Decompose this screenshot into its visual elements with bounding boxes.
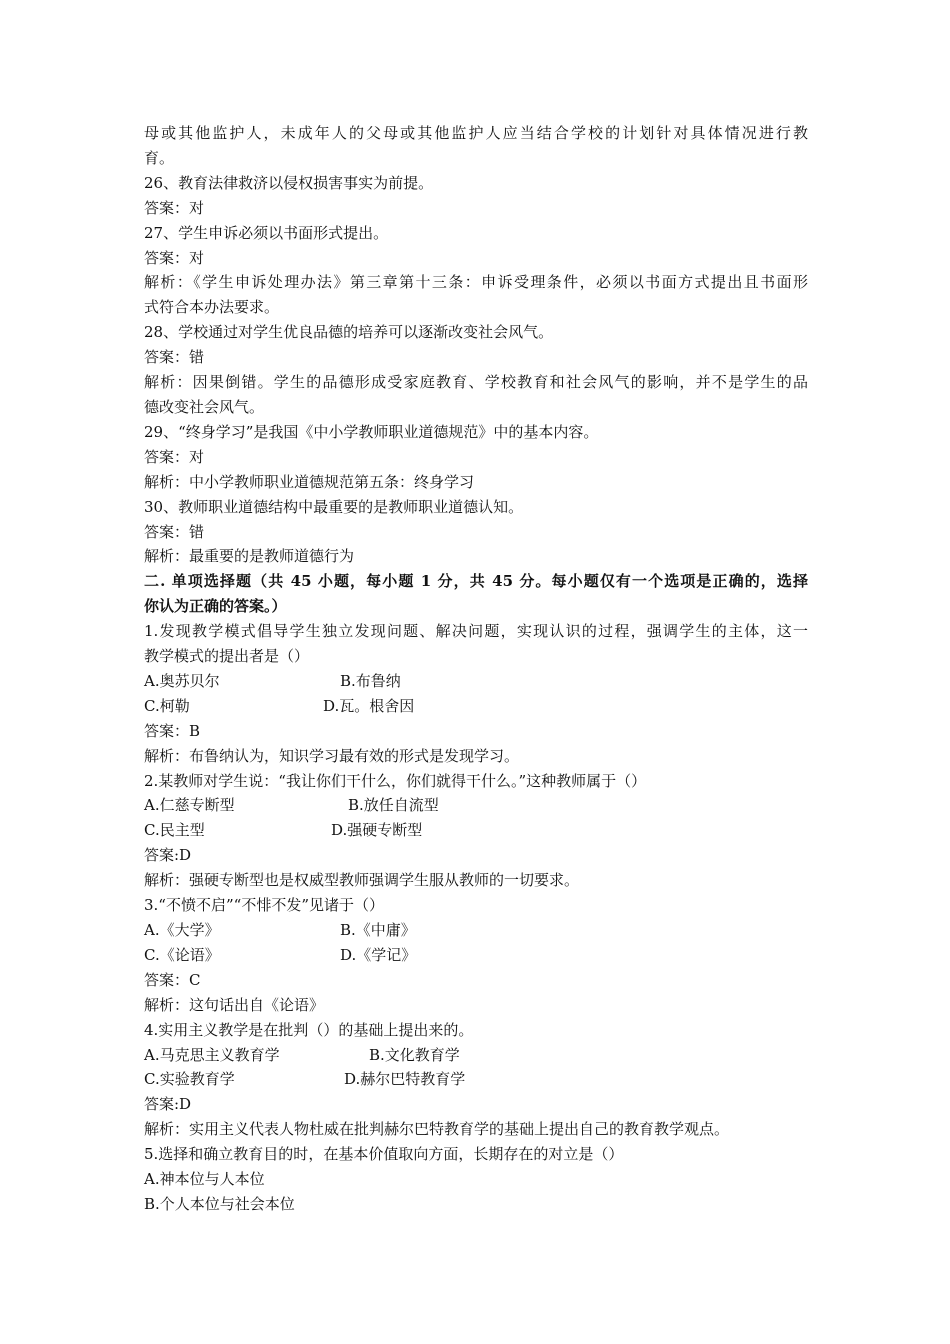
analysis-1: 解析：布鲁纳认为，知识学习最有效的形式是发现学习。 <box>144 746 520 765</box>
analysis-28: 解析：因果倒错。学生的品德形成受家庭教育、学校教育和社会风气的影响，并不是学生的品 <box>144 373 808 392</box>
option-a: A.奥苏贝尔 <box>144 671 220 690</box>
text-line: 母或其他监护人，未成年人的父母或其他监护人应当结合学校的计划针对具体情况进行教 <box>144 124 808 142</box>
question-2: 2.某教师对学生说：“我让你们干什么，你们就得干什么。”这种教师属于（） <box>144 771 647 790</box>
option-d: D.强硬专断型 <box>331 821 423 840</box>
section-heading: 二. 单项选择题（共 45 小题，每小题 1 分，共 45 分。每小题仅有一个选项是正确的，选择 <box>144 572 808 591</box>
document-page <box>144 121 808 1217</box>
option-c: C.柯勒 <box>144 696 190 715</box>
options-row <box>144 793 808 818</box>
question-30: 30、教师职业道德结构中最重要的是教师职业道德认知。 <box>144 497 524 516</box>
question-29: 29、“终身学习”是我国《中小学教师职业道德规范》中的基本内容。 <box>144 422 599 441</box>
answer-2: 答案:D <box>144 846 192 865</box>
analysis-27-cont: 式符合本办法要求。 <box>144 298 280 317</box>
question-1: 1.发现教学模式倡导学生独立发现问题、解决问题，实现认识的过程，强调学生的主体，这一 <box>144 622 808 641</box>
option-b: B.文化教育学 <box>369 1045 460 1064</box>
question-4: 4.实用主义教学是在批判（）的基础上提出来的。 <box>144 1020 474 1039</box>
question-1-cont: 教学模式的提出者是（） <box>144 647 310 666</box>
answer-3: 答案：C <box>144 970 201 989</box>
options-row <box>144 669 808 694</box>
section-heading-cont: 你认为正确的答案。） <box>144 597 287 616</box>
question-26: 26、教育法律救济以侵权损害事实为前提。 <box>144 173 434 192</box>
options-row <box>144 918 808 943</box>
answer-1: 答案：B <box>144 721 201 740</box>
option-d: D.《学记》 <box>340 945 417 964</box>
analysis-3: 解析：这句话出自《论语》 <box>144 995 325 1014</box>
option-a: A.《大学》 <box>144 921 220 939</box>
question-27: 27、学生申诉必须以书面形式提出。 <box>144 223 389 242</box>
option-a: A.仁慈专断型 <box>144 796 235 815</box>
analysis-30: 解析：最重要的是教师道德行为 <box>144 547 355 566</box>
analysis-27: 解析：《学生申诉处理办法》第三章第十三条：申诉受理条件，必须以书面方式提出且书面形 <box>144 273 808 292</box>
option-b: B.个人本位与社会本位 <box>144 1194 295 1213</box>
question-3: 3.“不愤不启”“不悱不发”见诸于（） <box>144 896 384 915</box>
option-d: D.瓦。根舍因 <box>323 696 415 715</box>
analysis-2: 解析：强硬专断型也是权威型教师强调学生服从教师的一切要求。 <box>144 871 580 890</box>
question-5: 5.选择和确立教育目的时，在基本价值取向方面，长期存在的对立是（） <box>144 1145 624 1164</box>
option-a: A.马克思主义教育学 <box>144 1045 280 1064</box>
option-b: B.布鲁纳 <box>340 671 401 690</box>
option-c: C.民主型 <box>144 821 205 840</box>
option-d: D.赫尔巴特教育学 <box>344 1070 466 1089</box>
question-28: 28、学校通过对学生优良品德的培养可以逐渐改变社会风气。 <box>144 323 554 342</box>
option-b: B.《中庸》 <box>340 921 416 939</box>
option-c: C.《论语》 <box>144 945 220 964</box>
options-row <box>144 818 808 843</box>
options-row <box>144 694 808 719</box>
option-a: A.神本位与人本位 <box>144 1170 265 1189</box>
options-row <box>144 943 808 968</box>
answer-28: 答案：错 <box>144 348 205 367</box>
answer-30: 答案：错 <box>144 522 205 541</box>
analysis-4: 解析：实用主义代表人物杜威在批判赫尔巴特教育学的基础上提出自己的教育教学观点。 <box>144 1120 730 1139</box>
analysis-28-cont: 德改变社会风气。 <box>144 397 265 416</box>
answer-26: 答案：对 <box>144 198 205 217</box>
analysis-29: 解析：中小学教师职业道德规范第五条：终身学习 <box>144 472 475 491</box>
answer-29: 答案：对 <box>144 447 205 466</box>
options-row <box>144 1067 808 1092</box>
text-line: 育。 <box>144 148 175 167</box>
answer-27: 答案：对 <box>144 248 205 267</box>
answer-4: 答案:D <box>144 1095 192 1114</box>
option-b: B.放任自流型 <box>348 796 439 815</box>
option-c: C.实验教育学 <box>144 1070 235 1089</box>
options-row <box>144 1043 808 1068</box>
